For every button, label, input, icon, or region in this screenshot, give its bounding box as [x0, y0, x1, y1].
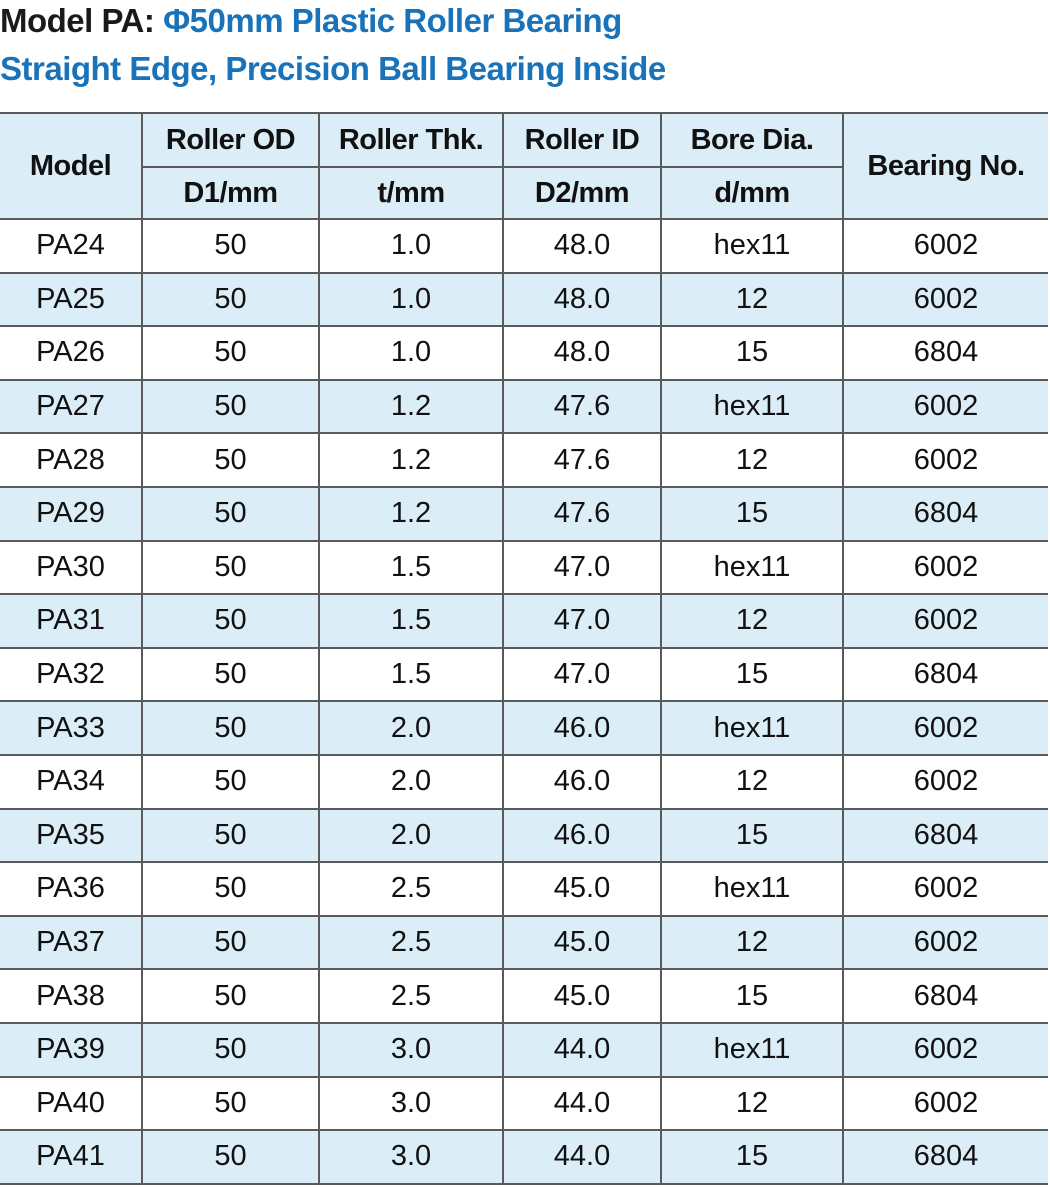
cell-bore-dia: 12 — [661, 433, 843, 487]
table-body — [0, 219, 1048, 1184]
cell-model: PA32 — [0, 648, 142, 702]
table-row — [0, 1130, 1048, 1184]
cell-bore-dia: 15 — [661, 809, 843, 863]
cell-model: PA39 — [0, 1023, 142, 1077]
cell-roller-thk: 1.0 — [319, 273, 503, 327]
cell-roller-id: 44.0 — [503, 1023, 661, 1077]
header-row — [0, 113, 1048, 167]
cell-roller-thk: 1.5 — [319, 594, 503, 648]
table-row — [0, 326, 1048, 380]
cell-roller-od: 50 — [142, 1077, 319, 1131]
cell-bore-dia: hex11 — [661, 380, 843, 434]
header-roller-od: Roller OD — [142, 113, 319, 167]
header-bearing-no: Bearing No. — [843, 113, 1048, 219]
cell-bore-dia: hex11 — [661, 1023, 843, 1077]
cell-roller-od: 50 — [142, 433, 319, 487]
cell-model: PA37 — [0, 916, 142, 970]
cell-bore-dia: hex11 — [661, 219, 843, 273]
cell-bearing-no: 6002 — [843, 916, 1048, 970]
table-row — [0, 380, 1048, 434]
cell-roller-id: 45.0 — [503, 862, 661, 916]
cell-roller-thk: 2.5 — [319, 969, 503, 1023]
cell-bore-dia: hex11 — [661, 862, 843, 916]
cell-roller-id: 48.0 — [503, 273, 661, 327]
cell-roller-od: 50 — [142, 916, 319, 970]
table-row — [0, 648, 1048, 702]
cell-bore-dia: 12 — [661, 916, 843, 970]
cell-model: PA26 — [0, 326, 142, 380]
cell-bore-dia: 12 — [661, 594, 843, 648]
cell-bearing-no: 6002 — [843, 380, 1048, 434]
cell-bore-dia: 12 — [661, 1077, 843, 1131]
table-row — [0, 219, 1048, 273]
cell-model: PA35 — [0, 809, 142, 863]
cell-bore-dia: 12 — [661, 755, 843, 809]
cell-model: PA28 — [0, 433, 142, 487]
cell-roller-thk: 3.0 — [319, 1023, 503, 1077]
cell-model: PA38 — [0, 969, 142, 1023]
cell-bore-dia: 12 — [661, 273, 843, 327]
cell-roller-thk: 2.5 — [319, 862, 503, 916]
cell-bearing-no: 6002 — [843, 1023, 1048, 1077]
table-row — [0, 594, 1048, 648]
cell-model: PA24 — [0, 219, 142, 273]
page-subtitle: Straight Edge, Precision Ball Bearing Inside — [0, 50, 666, 87]
cell-roller-thk: 3.0 — [319, 1077, 503, 1131]
cell-bearing-no: 6002 — [843, 273, 1048, 327]
cell-roller-id: 45.0 — [503, 969, 661, 1023]
page-title — [0, 0, 622, 44]
header-roller-thk: Roller Thk. — [319, 113, 503, 167]
spec-table — [0, 112, 1048, 1185]
cell-roller-od: 50 — [142, 487, 319, 541]
cell-bearing-no: 6804 — [843, 487, 1048, 541]
cell-model: PA30 — [0, 541, 142, 595]
cell-roller-thk: 1.0 — [319, 326, 503, 380]
cell-bearing-no: 6002 — [843, 433, 1048, 487]
cell-roller-thk: 3.0 — [319, 1130, 503, 1184]
cell-roller-thk: 2.0 — [319, 701, 503, 755]
title-product: Φ50mm Plastic Roller Bearing — [163, 2, 622, 39]
cell-model: PA41 — [0, 1130, 142, 1184]
cell-bearing-no: 6002 — [843, 701, 1048, 755]
cell-bearing-no: 6804 — [843, 969, 1048, 1023]
table-row — [0, 541, 1048, 595]
cell-roller-thk: 1.5 — [319, 541, 503, 595]
cell-roller-id: 47.0 — [503, 541, 661, 595]
header-bore-dia: Bore Dia. — [661, 113, 843, 167]
cell-bearing-no: 6804 — [843, 809, 1048, 863]
cell-roller-id: 47.0 — [503, 648, 661, 702]
cell-roller-id: 46.0 — [503, 755, 661, 809]
cell-bearing-no: 6002 — [843, 755, 1048, 809]
header-roller-id-unit: D2/mm — [503, 167, 661, 219]
header-bore-dia-unit: d/mm — [661, 167, 843, 219]
cell-roller-id: 47.0 — [503, 594, 661, 648]
cell-roller-od: 50 — [142, 648, 319, 702]
cell-roller-thk: 2.0 — [319, 755, 503, 809]
table-row — [0, 273, 1048, 327]
cell-roller-thk: 1.2 — [319, 380, 503, 434]
cell-roller-id: 47.6 — [503, 380, 661, 434]
cell-model: PA36 — [0, 862, 142, 916]
cell-bore-dia: hex11 — [661, 541, 843, 595]
table-row — [0, 755, 1048, 809]
cell-roller-thk: 1.2 — [319, 487, 503, 541]
cell-roller-od: 50 — [142, 594, 319, 648]
cell-roller-od: 50 — [142, 755, 319, 809]
table-row — [0, 862, 1048, 916]
cell-roller-od: 50 — [142, 326, 319, 380]
cell-bearing-no: 6804 — [843, 648, 1048, 702]
cell-model: PA34 — [0, 755, 142, 809]
cell-model: PA31 — [0, 594, 142, 648]
header-roller-thk-unit: t/mm — [319, 167, 503, 219]
cell-roller-id: 44.0 — [503, 1077, 661, 1131]
cell-bore-dia: 15 — [661, 1130, 843, 1184]
header-roller-id: Roller ID — [503, 113, 661, 167]
cell-roller-od: 50 — [142, 380, 319, 434]
cell-model: PA40 — [0, 1077, 142, 1131]
cell-roller-od: 50 — [142, 969, 319, 1023]
cell-bearing-no: 6002 — [843, 1077, 1048, 1131]
cell-bore-dia: hex11 — [661, 701, 843, 755]
cell-roller-id: 44.0 — [503, 1130, 661, 1184]
cell-bearing-no: 6002 — [843, 219, 1048, 273]
header-model: Model — [0, 113, 142, 219]
cell-roller-od: 50 — [142, 219, 319, 273]
cell-roller-id: 46.0 — [503, 701, 661, 755]
cell-roller-id: 45.0 — [503, 916, 661, 970]
cell-bearing-no: 6002 — [843, 862, 1048, 916]
cell-roller-od: 50 — [142, 862, 319, 916]
cell-model: PA25 — [0, 273, 142, 327]
cell-roller-od: 50 — [142, 1023, 319, 1077]
cell-bore-dia: 15 — [661, 969, 843, 1023]
cell-bearing-no: 6002 — [843, 594, 1048, 648]
cell-roller-thk: 1.5 — [319, 648, 503, 702]
cell-roller-id: 48.0 — [503, 326, 661, 380]
table-row — [0, 1023, 1048, 1077]
cell-bearing-no: 6804 — [843, 326, 1048, 380]
cell-roller-id: 48.0 — [503, 219, 661, 273]
title-prefix: Model PA: — [0, 2, 155, 39]
cell-roller-od: 50 — [142, 1130, 319, 1184]
cell-roller-thk: 1.0 — [319, 219, 503, 273]
cell-roller-od: 50 — [142, 541, 319, 595]
cell-roller-id: 46.0 — [503, 809, 661, 863]
cell-roller-thk: 2.0 — [319, 809, 503, 863]
cell-roller-id: 47.6 — [503, 487, 661, 541]
table-row — [0, 433, 1048, 487]
cell-model: PA29 — [0, 487, 142, 541]
cell-roller-od: 50 — [142, 701, 319, 755]
cell-roller-id: 47.6 — [503, 433, 661, 487]
cell-model: PA33 — [0, 701, 142, 755]
cell-roller-od: 50 — [142, 809, 319, 863]
cell-bore-dia: 15 — [661, 487, 843, 541]
table-row — [0, 1077, 1048, 1131]
cell-bearing-no: 6002 — [843, 541, 1048, 595]
table-row — [0, 487, 1048, 541]
cell-bore-dia: 15 — [661, 326, 843, 380]
cell-bore-dia: 15 — [661, 648, 843, 702]
cell-roller-od: 50 — [142, 273, 319, 327]
cell-roller-thk: 2.5 — [319, 916, 503, 970]
table-row — [0, 809, 1048, 863]
table-row — [0, 916, 1048, 970]
cell-model: PA27 — [0, 380, 142, 434]
table-row — [0, 969, 1048, 1023]
cell-bearing-no: 6804 — [843, 1130, 1048, 1184]
table-row — [0, 701, 1048, 755]
header-roller-od-unit: D1/mm — [142, 167, 319, 219]
cell-roller-thk: 1.2 — [319, 433, 503, 487]
